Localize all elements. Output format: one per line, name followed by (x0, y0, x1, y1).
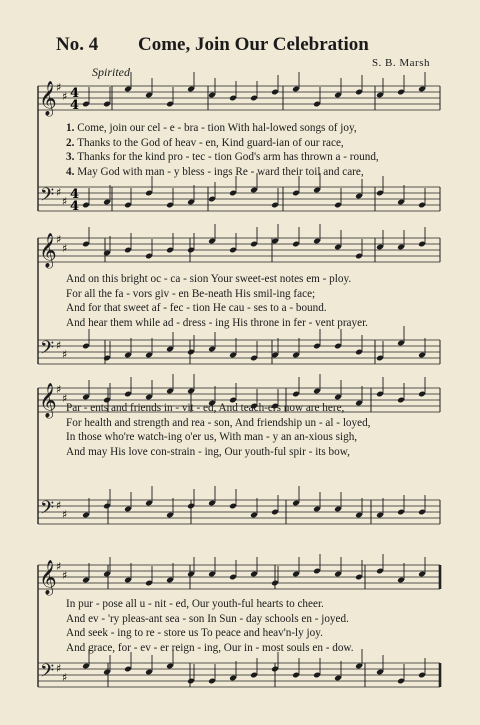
treble-staff (38, 86, 440, 110)
sharp-icon: ♯ (62, 195, 68, 208)
lyric-text: For all the fa - vors giv - en Be-neath His smil-ing face; (66, 287, 316, 300)
lyric-line (66, 317, 368, 329)
lyric-text: For health and strength and rea - son, And friendship un - al - loyed, (66, 416, 371, 429)
lyric-text: And on this bright oc - ca - sion Your sweet-est notes em - ploy. (66, 273, 352, 285)
time-signature: 4 (70, 98, 80, 113)
lyric-line (66, 446, 350, 458)
sharp-icon: ♯ (62, 569, 68, 582)
lyric-text: Thanks to the God of heav - en, Kind guard-ian of our race, (77, 136, 344, 149)
treble-notes (82, 554, 426, 586)
bass-notes (82, 173, 426, 208)
lyric-line (66, 273, 351, 285)
time-signature: 4 (70, 86, 80, 101)
composer-credit: S. B. Marsh (371, 57, 430, 69)
lyric-text: And grace, for - ev - er reign - ing, Our in - most souls en - dow. (66, 641, 354, 654)
bass-clef-icon: 𝄢 (40, 338, 55, 363)
lyric-text: May God with man - y bless - ings Re - ward their toil and care, (77, 165, 364, 178)
bass-clef-icon: 𝄢 (40, 661, 55, 686)
sharp-icon: ♯ (62, 348, 68, 361)
lyric-line (66, 302, 327, 314)
bass-clef-icon: 𝄢 (40, 185, 55, 210)
treble-notes (82, 224, 426, 259)
lyric-line (66, 431, 357, 443)
bass-staff (38, 663, 440, 687)
sharp-icon: ♯ (56, 560, 62, 573)
sharp-icon: ♯ (62, 671, 68, 684)
sharp-icon: ♯ (56, 186, 62, 199)
tempo-marking: Spirited (92, 65, 130, 79)
time-signature: 4 (70, 187, 80, 202)
lyric-line (66, 137, 344, 149)
lyric-line (66, 122, 357, 134)
lyric-line (66, 151, 379, 163)
sharp-icon: ♯ (56, 383, 62, 396)
treble-clef-icon: 𝄞 (39, 560, 57, 595)
lyric-line (66, 598, 324, 610)
verse-number: 1. (66, 122, 78, 134)
verse-number: 3. (66, 151, 78, 163)
sharp-icon: ♯ (56, 81, 62, 94)
lyric-text: In those who're watch-ing o'er us, With man - y an an-xious sigh, (66, 431, 358, 443)
lyric-line (66, 417, 370, 429)
sharp-icon: ♯ (56, 499, 62, 512)
sharp-icon: ♯ (62, 242, 68, 255)
bass-staff (38, 500, 440, 524)
sharp-icon: ♯ (56, 662, 62, 675)
sharp-icon: ♯ (62, 90, 68, 103)
sharp-icon: ♯ (56, 339, 62, 352)
lyric-text: Par - ents and friends in - vit - ed, And teach-ers now are here, (66, 402, 345, 414)
lyric-text: And for that sweet af - fec - tion He cau - ses to a - bound. (66, 302, 327, 314)
lyric-line (66, 642, 354, 654)
lyric-text: Thanks for the kind pro - tec - tion God's arm has thrown a - round, (77, 151, 379, 163)
treble-clef-icon: 𝄞 (39, 383, 57, 418)
time-signature: 4 (70, 199, 80, 214)
lyric-text: And seek - ing to re - store us To peace and heav'n-ly joy. (66, 627, 323, 639)
treble-clef-icon: 𝄞 (39, 81, 57, 116)
sharp-icon: ♯ (62, 392, 68, 405)
bass-clef-icon: 𝄢 (40, 498, 55, 523)
lyric-line (66, 288, 315, 300)
hymn-title: Come, Join Our Celebration (138, 34, 369, 55)
lyric-line (66, 166, 364, 178)
hymn-number: No. 4 (56, 34, 99, 55)
lyric-text: And may His love con-strain - ing, Our youth-ful spir - its bow, (66, 445, 350, 458)
treble-clef-icon: 𝄞 (39, 233, 57, 268)
lyric-line (66, 613, 349, 625)
lyric-text: In pur - pose all u - nit - ed, Our youth-ful hearts to cheer. (66, 598, 324, 610)
verse-number: 4. (66, 165, 78, 178)
lyric-text: And hear them while ad - dress - ing His throne in fer - vent prayer. (66, 316, 368, 329)
lyric-text: And ev - 'ry pleas-ant sea - son In Sun - day schools en - joyed. (66, 612, 349, 625)
treble-staff (38, 238, 440, 262)
bass-notes (82, 326, 426, 361)
bass-notes (82, 649, 426, 684)
sharp-icon: ♯ (62, 508, 68, 521)
bass-notes (82, 486, 426, 518)
lyric-text: Come, join our cel - e - bra - tion With hal-lowed songs of joy, (77, 122, 357, 134)
lyric-line (66, 627, 323, 639)
treble-notes (82, 72, 426, 107)
lyric-line (66, 402, 344, 414)
verse-number: 2. (66, 136, 78, 149)
sharp-icon: ♯ (56, 233, 62, 246)
